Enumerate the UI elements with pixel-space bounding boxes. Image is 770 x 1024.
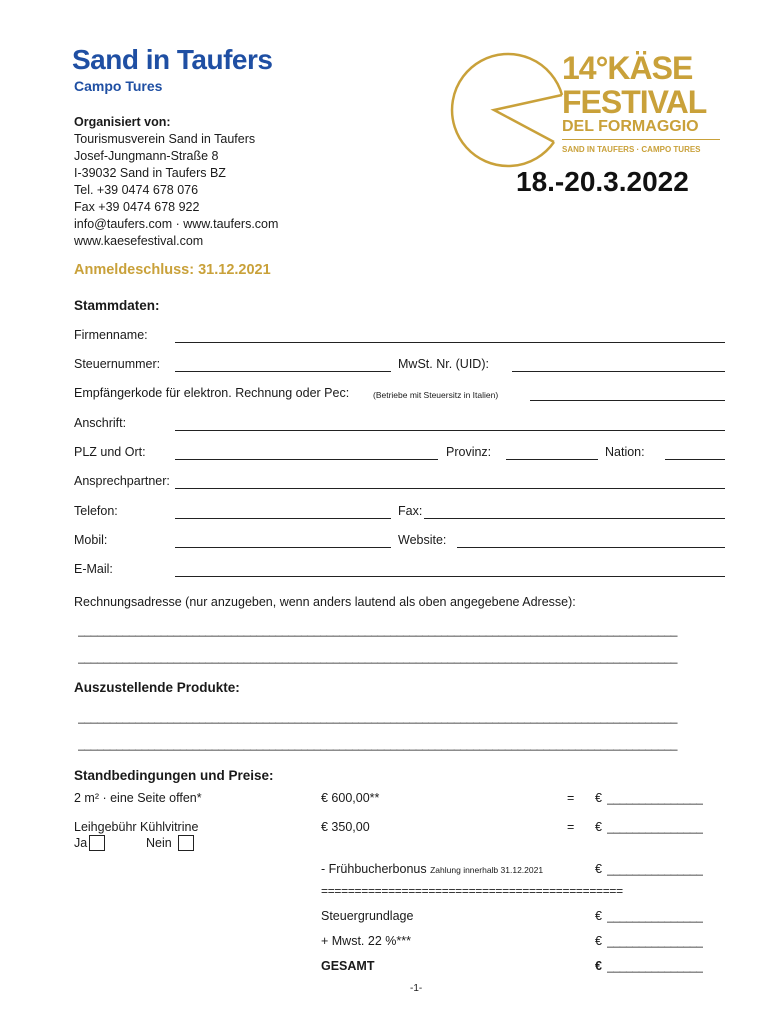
nein-checkbox[interactable] [178, 835, 194, 851]
mwst-field[interactable] [512, 371, 725, 372]
gesamt-label: GESAMT [321, 959, 375, 973]
organizer-line: www.kaesefestival.com [74, 234, 204, 248]
rechnungsadresse-line[interactable]: ______________________________________________________________________________________________ [78, 650, 678, 664]
produkte-line[interactable]: ______________________________________________________________________________________________ [78, 710, 678, 724]
organizer-label: Organisiert von: [74, 115, 171, 129]
empfaenger-field[interactable] [530, 400, 725, 401]
equals-sign: = [567, 820, 575, 834]
separator-line: ============================================= [321, 884, 623, 898]
kuehlvitrine-price: € 350,00 [321, 820, 370, 834]
empfaenger-label: Empfängerkode für elektron. Rechnung oder Pec: [74, 386, 350, 400]
festival-line3: DEL FORMAGGIO [562, 118, 699, 135]
provinz-field[interactable] [506, 459, 598, 460]
festival-date: 18.-20.3.2022 [516, 166, 689, 197]
festival-line4: SAND IN TAUFERS · CAMPO TURES [562, 145, 701, 154]
organizer-line: Tel. +39 0474 678 076 [74, 183, 199, 197]
logo-subtitle: Campo Tures [74, 78, 163, 94]
steuergrundlage-field[interactable]: _______________ [607, 909, 703, 923]
page-number: -1- [410, 983, 423, 994]
mwst-total-label: + Mwst. 22 %*** [321, 934, 411, 948]
logo-title: Sand in Taufers [72, 44, 273, 75]
empfaenger-note: (Betriebe mit Steuersitz in Italien) [373, 390, 499, 400]
fruehbucher-text: - Frühbucherbonus [321, 862, 427, 876]
anschrift-field[interactable] [175, 430, 725, 431]
website-field[interactable] [457, 547, 725, 548]
organizer-line: Tourismusverein Sand in Taufers [74, 132, 256, 146]
firmenname-label: Firmenname: [74, 328, 148, 342]
ansprechpartner-label: Ansprechpartner: [74, 474, 170, 488]
telefon-label: Telefon: [74, 504, 118, 518]
bedingungen-title: Standbedingungen und Preise: [74, 768, 274, 783]
fruehbucher-label [321, 862, 543, 876]
plz-label: PLZ und Ort: [74, 445, 146, 459]
cheese-wheel-icon [442, 50, 572, 170]
ansprechpartner-field[interactable] [175, 488, 725, 489]
website-label: Website: [398, 533, 447, 547]
euro-sign: € [595, 959, 602, 973]
ja-label: Ja [74, 836, 88, 850]
stand-total-field[interactable]: _______________ [607, 791, 703, 805]
steuernummer-label: Steuernummer: [74, 357, 161, 371]
mwst-label: MwSt. Nr. (UID): [398, 357, 489, 371]
nation-label: Nation: [605, 445, 645, 459]
ja-checkbox[interactable] [89, 835, 105, 851]
email-field[interactable] [175, 576, 725, 577]
firmenname-field[interactable] [175, 342, 725, 343]
euro-sign: € [595, 862, 602, 876]
stand-price: € 600,00** [321, 791, 380, 805]
mobil-label: Mobil: [74, 533, 108, 547]
nein-label: Nein [146, 836, 172, 850]
nation-field[interactable] [665, 459, 725, 460]
organizer-line: Fax +39 0474 678 922 [74, 200, 200, 214]
equals-sign: = [567, 791, 575, 805]
festival-line2: FESTIVAL [562, 84, 707, 120]
kuehlvitrine-label: Leihgebühr Kühlvitrine [74, 820, 199, 834]
telefon-field[interactable] [175, 518, 391, 519]
stand-label: 2 m² · eine Seite offen* [74, 791, 202, 805]
registration-deadline: Anmeldeschluss: 31.12.2021 [74, 262, 271, 278]
kuehlvitrine-total-field[interactable]: _______________ [607, 820, 703, 834]
anschrift-label: Anschrift: [74, 416, 127, 430]
fruehbucher-field[interactable]: _______________ [607, 862, 703, 876]
plz-field[interactable] [175, 459, 438, 460]
euro-sign: € [595, 791, 602, 805]
euro-sign: € [595, 820, 602, 834]
fax-label: Fax: [398, 504, 423, 518]
euro-sign: € [595, 909, 602, 923]
steuergrundlage-label: Steuergrundlage [321, 909, 414, 923]
gesamt-field[interactable]: _______________ [607, 959, 703, 973]
fruehbucher-note: Zahlung innerhalb 31.12.2021 [430, 865, 544, 875]
produkte-title: Auszustellende Produkte: [74, 680, 240, 695]
provinz-label: Provinz: [446, 445, 492, 459]
rechnungsadresse-label: Rechnungsadresse (nur anzugeben, wenn anders lautend als oben angegebene Adresse): [74, 595, 576, 609]
stammdaten-title: Stammdaten: [74, 298, 160, 313]
mobil-field[interactable] [175, 547, 391, 548]
euro-sign: € [595, 934, 602, 948]
organizer-line: Josef-Jungmann-Straße 8 [74, 149, 219, 163]
produkte-line[interactable]: ______________________________________________________________________________________________ [78, 737, 678, 751]
festival-divider [562, 139, 720, 140]
email-label: E-Mail: [74, 562, 113, 576]
fax-field[interactable] [424, 518, 725, 519]
organizer-line: I-39032 Sand in Taufers BZ [74, 166, 226, 180]
festival-line1: 14°KÄSE [562, 50, 693, 86]
mwst-total-field[interactable]: _______________ [607, 934, 703, 948]
organizer-line: info@taufers.com · www.taufers.com [74, 217, 279, 231]
organizer-block [74, 114, 278, 250]
rechnungsadresse-line[interactable]: ______________________________________________________________________________________________ [78, 623, 678, 637]
steuernummer-field[interactable] [175, 371, 391, 372]
